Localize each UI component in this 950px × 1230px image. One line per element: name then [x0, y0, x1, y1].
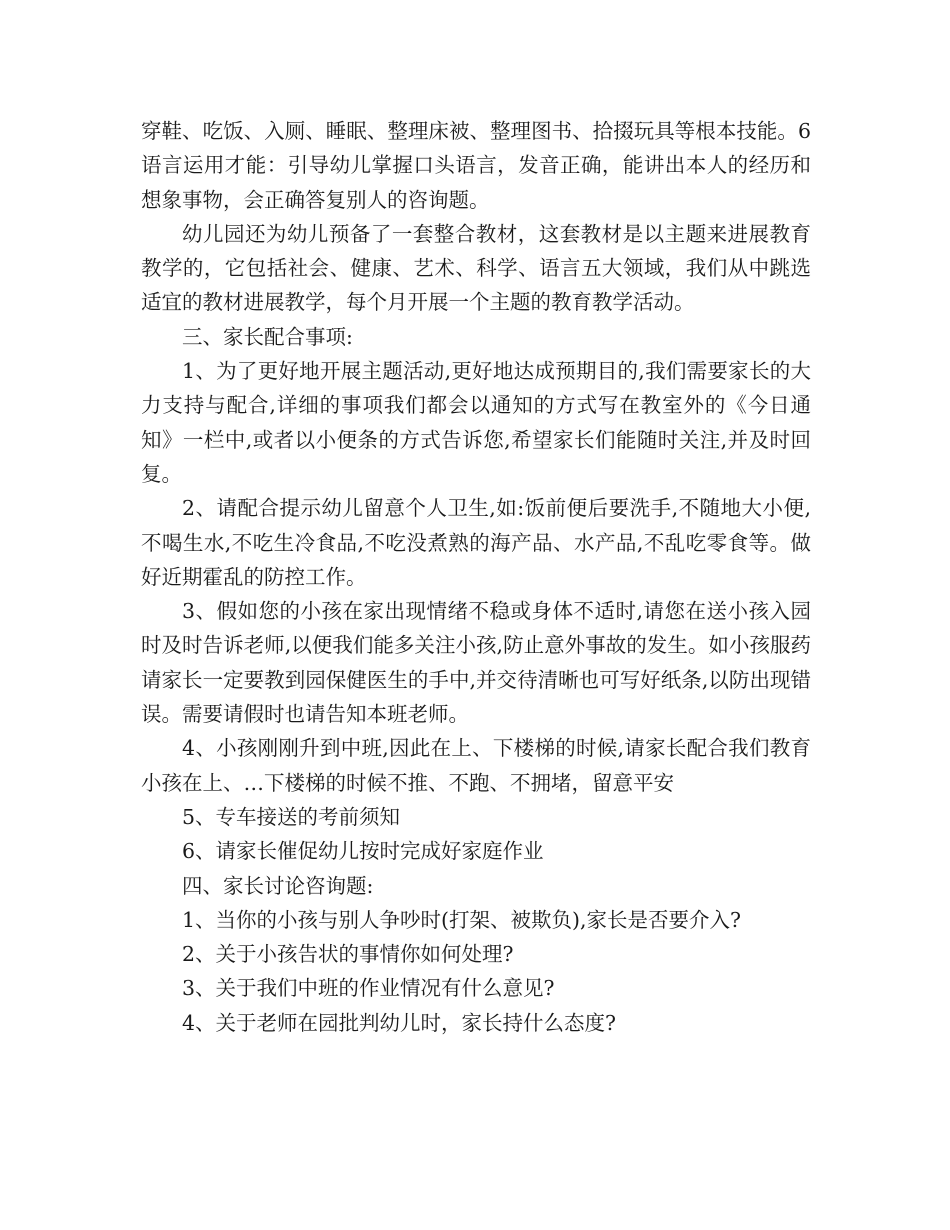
document-body [141, 114, 811, 1040]
list-item-cooperation-4: 4、小孩刚刚升到中班,因此在上、下楼梯的时候,请家长配合我们教育小孩在上、…下楼梯的时候不推、不跑、不拥堵，留意平安 [141, 736, 811, 795]
paragraph-skills-continuation: 穿鞋、吃饭、入厕、睡眠、整理床被、整理图书、拾掇玩具等根本技能。6语言运用才能：引导幼儿掌握口头语言，发音正确，能讲出本人的经历和想象事物，会正确答复别人的咨询题。 [141, 119, 811, 212]
list-item-cooperation-3: 3、假如您的小孩在家出现情绪不稳或身体不适时,请您在送小孩入园时及时告诉老师,以便我们能多关注小孩,防止意外事故的发生。如小孩服药请家长一定要教到园保健医生的手中,并交待清晰也可写好纸条,以防出现错误。需要请假时也请告知本班老师。 [141, 599, 811, 727]
list-item-cooperation-6: 6、请家长催促幼儿按时完成好家庭作业 [182, 839, 544, 864]
section-heading-parent-cooperation: 三、家长配合事项: [182, 324, 353, 349]
list-item-cooperation-2: 2、请配合提示幼儿留意个人卫生,如:饭前便后要洗手,不随地大小便,不喝生水,不吃生冷食品,不吃没煮熟的海产品、水产品,不乱吃零食等。做好近期霍乱的防控工作。 [141, 496, 811, 589]
list-item-question-1: 1、当你的小孩与别人争吵时(打架、被欺负),家长是否要介入? [182, 907, 742, 932]
list-item-question-4: 4、关于老师在园批判幼儿时，家长持什么态度? [182, 1010, 617, 1035]
paragraph-integrated-curriculum: 幼儿园还为幼儿预备了一套整合教材，这套教材是以主题来进展教育教学的，它包括社会、健康、艺术、科学、语言五大领域，我们从中跳选适宜的教材进展教学，每个月开展一个主题的教育教学活动。 [141, 221, 811, 315]
list-item-cooperation-5: 5、专车接送的考前须知 [182, 804, 401, 829]
list-item-question-3: 3、关于我们中班的作业情况有什么意见? [182, 976, 555, 1001]
section-heading-discussion-questions: 四、家长讨论咨询题: [182, 873, 374, 898]
list-item-cooperation-1: 1、为了更好地开展主题活动,更好地达成预期目的,我们需要家长的大力支持与配合,详细的事项我们都会以通知的方式写在教室外的《今日通知》一栏中,或者以小便条的方式告诉您,希望家长们能随时关注,并及时回复。 [141, 359, 811, 486]
list-item-question-2: 2、关于小孩告状的事情你如何处理? [182, 942, 514, 967]
